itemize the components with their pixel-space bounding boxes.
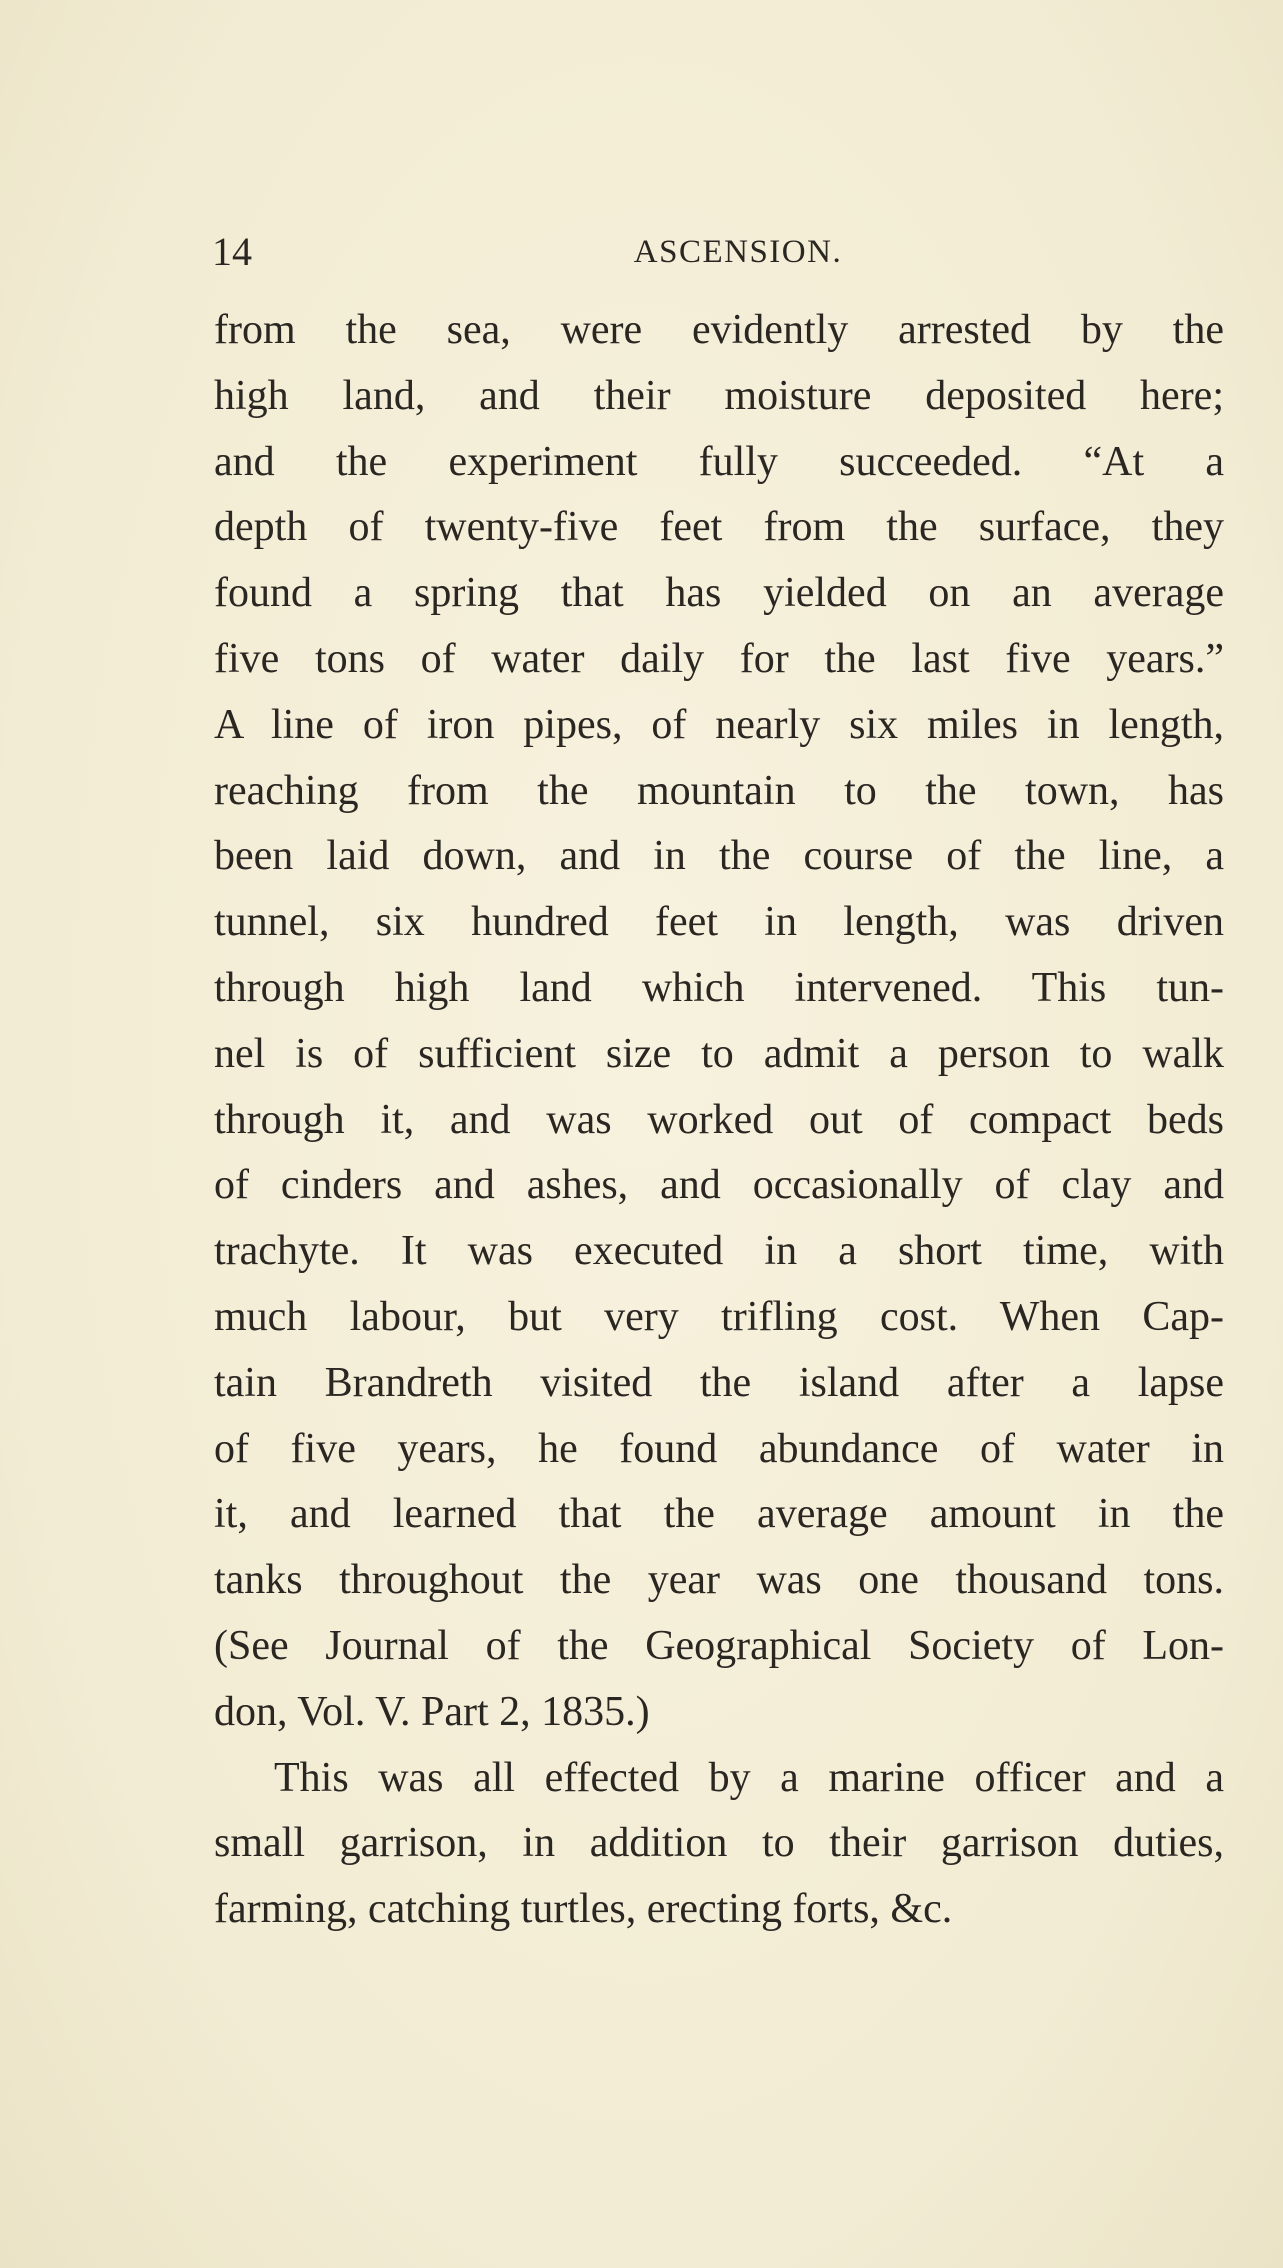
text-line: five tons of water daily for the last five years.” xyxy=(214,635,1224,682)
text-line: been laid down, and in the course of the line, a xyxy=(214,833,1224,880)
text-line: reaching from the mountain to the town, has xyxy=(214,767,1224,814)
text-line: high land, and their moisture deposited here; xyxy=(214,372,1224,419)
text-line: (See Journal of the Geographical Society of Lon- xyxy=(214,1622,1224,1669)
text-line: farming, catching turtles, erecting forts, &c. xyxy=(214,1886,953,1933)
text-line: don, Vol. V. Part 2, 1835.) xyxy=(214,1688,650,1735)
page-header xyxy=(212,222,1224,282)
body-text xyxy=(214,298,1224,1943)
running-title: ASCENSION. xyxy=(633,234,843,270)
text-line: of five years, he found abundance of water in xyxy=(214,1425,1224,1472)
text-line: depth of twenty-five feet from the surface, they xyxy=(214,504,1224,551)
paragraph xyxy=(214,1746,1224,1943)
text-line: tunnel, six hundred feet in length, was driven xyxy=(214,899,1224,946)
text-line: through high land which intervened. This tun- xyxy=(214,964,1224,1011)
text-line: it, and learned that the average amount in the xyxy=(214,1491,1224,1538)
text-line: trachyte. It was executed in a short time, with xyxy=(214,1228,1224,1275)
text-line: of cinders and ashes, and occasionally of clay and xyxy=(214,1162,1224,1209)
text-line: This was all effected by a marine officer and a xyxy=(274,1754,1224,1801)
text-line: tain Brandreth visited the island after a lapse xyxy=(214,1359,1224,1406)
text-line: through it, and was worked out of compact beds xyxy=(214,1096,1224,1143)
text-line: small garrison, in addition to their garrison duties, xyxy=(214,1820,1224,1867)
text-line: much labour, but very trifling cost. When Cap- xyxy=(214,1293,1224,1340)
page-number: 14 xyxy=(212,229,252,274)
text-line: nel is of sufficient size to admit a person to walk xyxy=(214,1030,1224,1077)
text-line: and the experiment fully succeeded. “At a xyxy=(214,438,1224,485)
text-line: tanks throughout the year was one thousand tons. xyxy=(214,1557,1224,1604)
paragraph xyxy=(214,298,1224,1746)
text-line: found a spring that has yielded on an average xyxy=(214,570,1224,617)
text-line: A line of iron pipes, of nearly six miles in length, xyxy=(214,701,1224,748)
text-line: from the sea, were evidently arrested by the xyxy=(214,307,1224,353)
